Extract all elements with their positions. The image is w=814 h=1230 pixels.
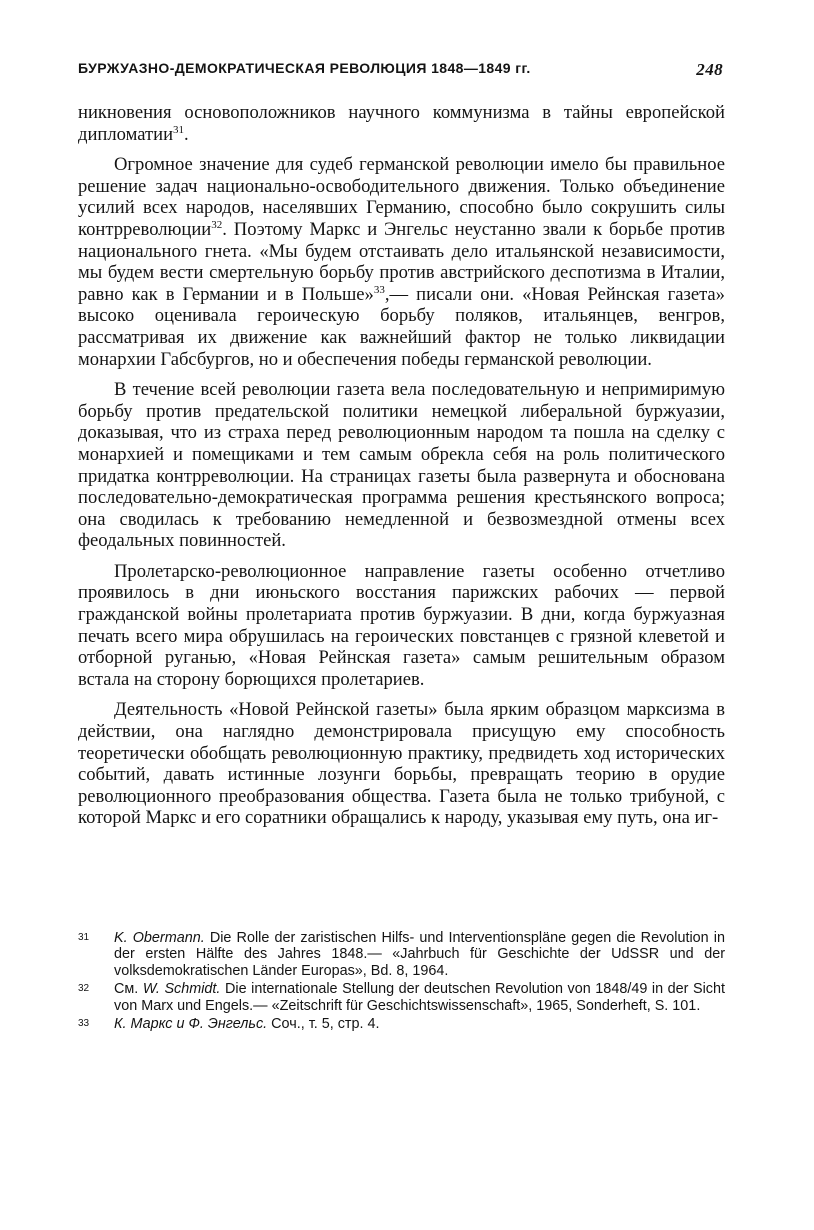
paragraph: Деятельность «Новой Рейнской газеты» была ярким образцом марксизма в действии, она наглядно демонстрировала присущую ему способность теоретически обобщать революционную практику, предвидеть ход исторических событий, давать истинные лозунги борьбы, превращать теорию в орудие революционного преобразования общества. Газета была не только трибуной, с которой Маркс и его соратники обращались к народу, указывая ему путь, она иг- — [78, 699, 725, 829]
footnote-ref[interactable]: 32 — [211, 218, 223, 231]
footnote-number: 32 — [78, 983, 90, 995]
paragraph: Огромное значение для судеб германской революции имело бы правильное решение задач национально-освободительного движения. Только объединение усилий всех народов, населявших Германию, способно было сокрушить силы контрреволюции$^{32}$. Поэтому Маркс и Энгельс неустанно звали к борьбе против национального гнета. «Мы будем отстаивать дело итальянской независимости, мы будем вести смертельную борьбу против австрийского деспотизма в Италии, равно как в Германии и в Польше»$^{33}$,— писали они. «Новая Рейнская газета» высоко оценивала героическую борьбу поляков, итальянцев, венгров, рассматривая их движение как важнейший фактор не только ликвидации монархии Габсбургов, но и обеспечения победы германской революции. — [78, 154, 725, 370]
footnote-author: K. Obermann. — [114, 930, 205, 946]
page-number: 248 — [696, 60, 723, 79]
footnote-number: 31 — [78, 932, 90, 943]
footnote — [78, 930, 725, 979]
footnote-author: К. Маркс и Ф. Энгельс. — [114, 1016, 268, 1033]
footnote-ref[interactable]: 31 — [173, 123, 185, 136]
footnote-text: Соч., т. 5, стр. 4. — [267, 1016, 380, 1033]
footnote-number: 33 — [78, 1018, 90, 1030]
paragraph: Пролетарско-революционное направление газеты особенно отчетливо проявилось в дни июньского восстания парижских рабочих — первой гражданской войны пролетариата против буржуазии. В дни, когда буржуазная печать всего мира обрушилась на героических повстанцев с грязной клеветой и отборной руганью, «Новая Рейнская газета» самым решительным образом встала на сторону борющихся пролетариев. — [78, 560, 725, 690]
footnote — [78, 981, 725, 1014]
page-header — [78, 60, 723, 84]
footnote-text: Die internationale Stellung der deutschen Revolution von 1848/49 in der Sicht von Marx und Engels.— «Zeitschrift für Geschichtswissenschaft», 1965, Sonderheft, S. 101. — [114, 981, 725, 1014]
main-text — [78, 102, 725, 829]
footnotes — [78, 930, 725, 1034]
paragraph: В течение всей революции газета вела последовательную и непримиримую борьбу против предательской политики немецкой либеральной буржуазии, доказывая, что из страха перед революционным народом та пошла на сделку с монархией и помещиками и тем самым обрекла себя на роль политического придатка контрреволюции. На страницах газеты была развернута и обоснована последовательно-демократическая программа решения крестьянского вопроса; она сводилась к требованию немедленной и безвозмездной отмены всех феодальных повинностей. — [78, 379, 725, 552]
footnote-ref[interactable]: 33 — [373, 283, 385, 296]
footnote-text: Die Rolle der zaristischen Hilfs- und Interventionspläne gegen die Revolution in der ersten Hälfte des Jahres 1848.— «Jahrbuch für Geschichte der UdSSR und der volksdemokratischen Länder Europas», Bd. 8, 1964. — [114, 930, 726, 979]
footnote — [78, 1016, 725, 1032]
running-title: БУРЖУАЗНО-ДЕМОКРАТИЧЕСКАЯ РЕВОЛЮЦИЯ 1848—1849 гг. — [78, 60, 531, 76]
footnote-author: W. Schmidt. — [142, 981, 221, 998]
footnote-prefix: См. — [114, 981, 143, 998]
paragraph: никновения основоположников научного коммунизма в тайны европейской дипломатии$^{31}$. — [78, 102, 725, 145]
